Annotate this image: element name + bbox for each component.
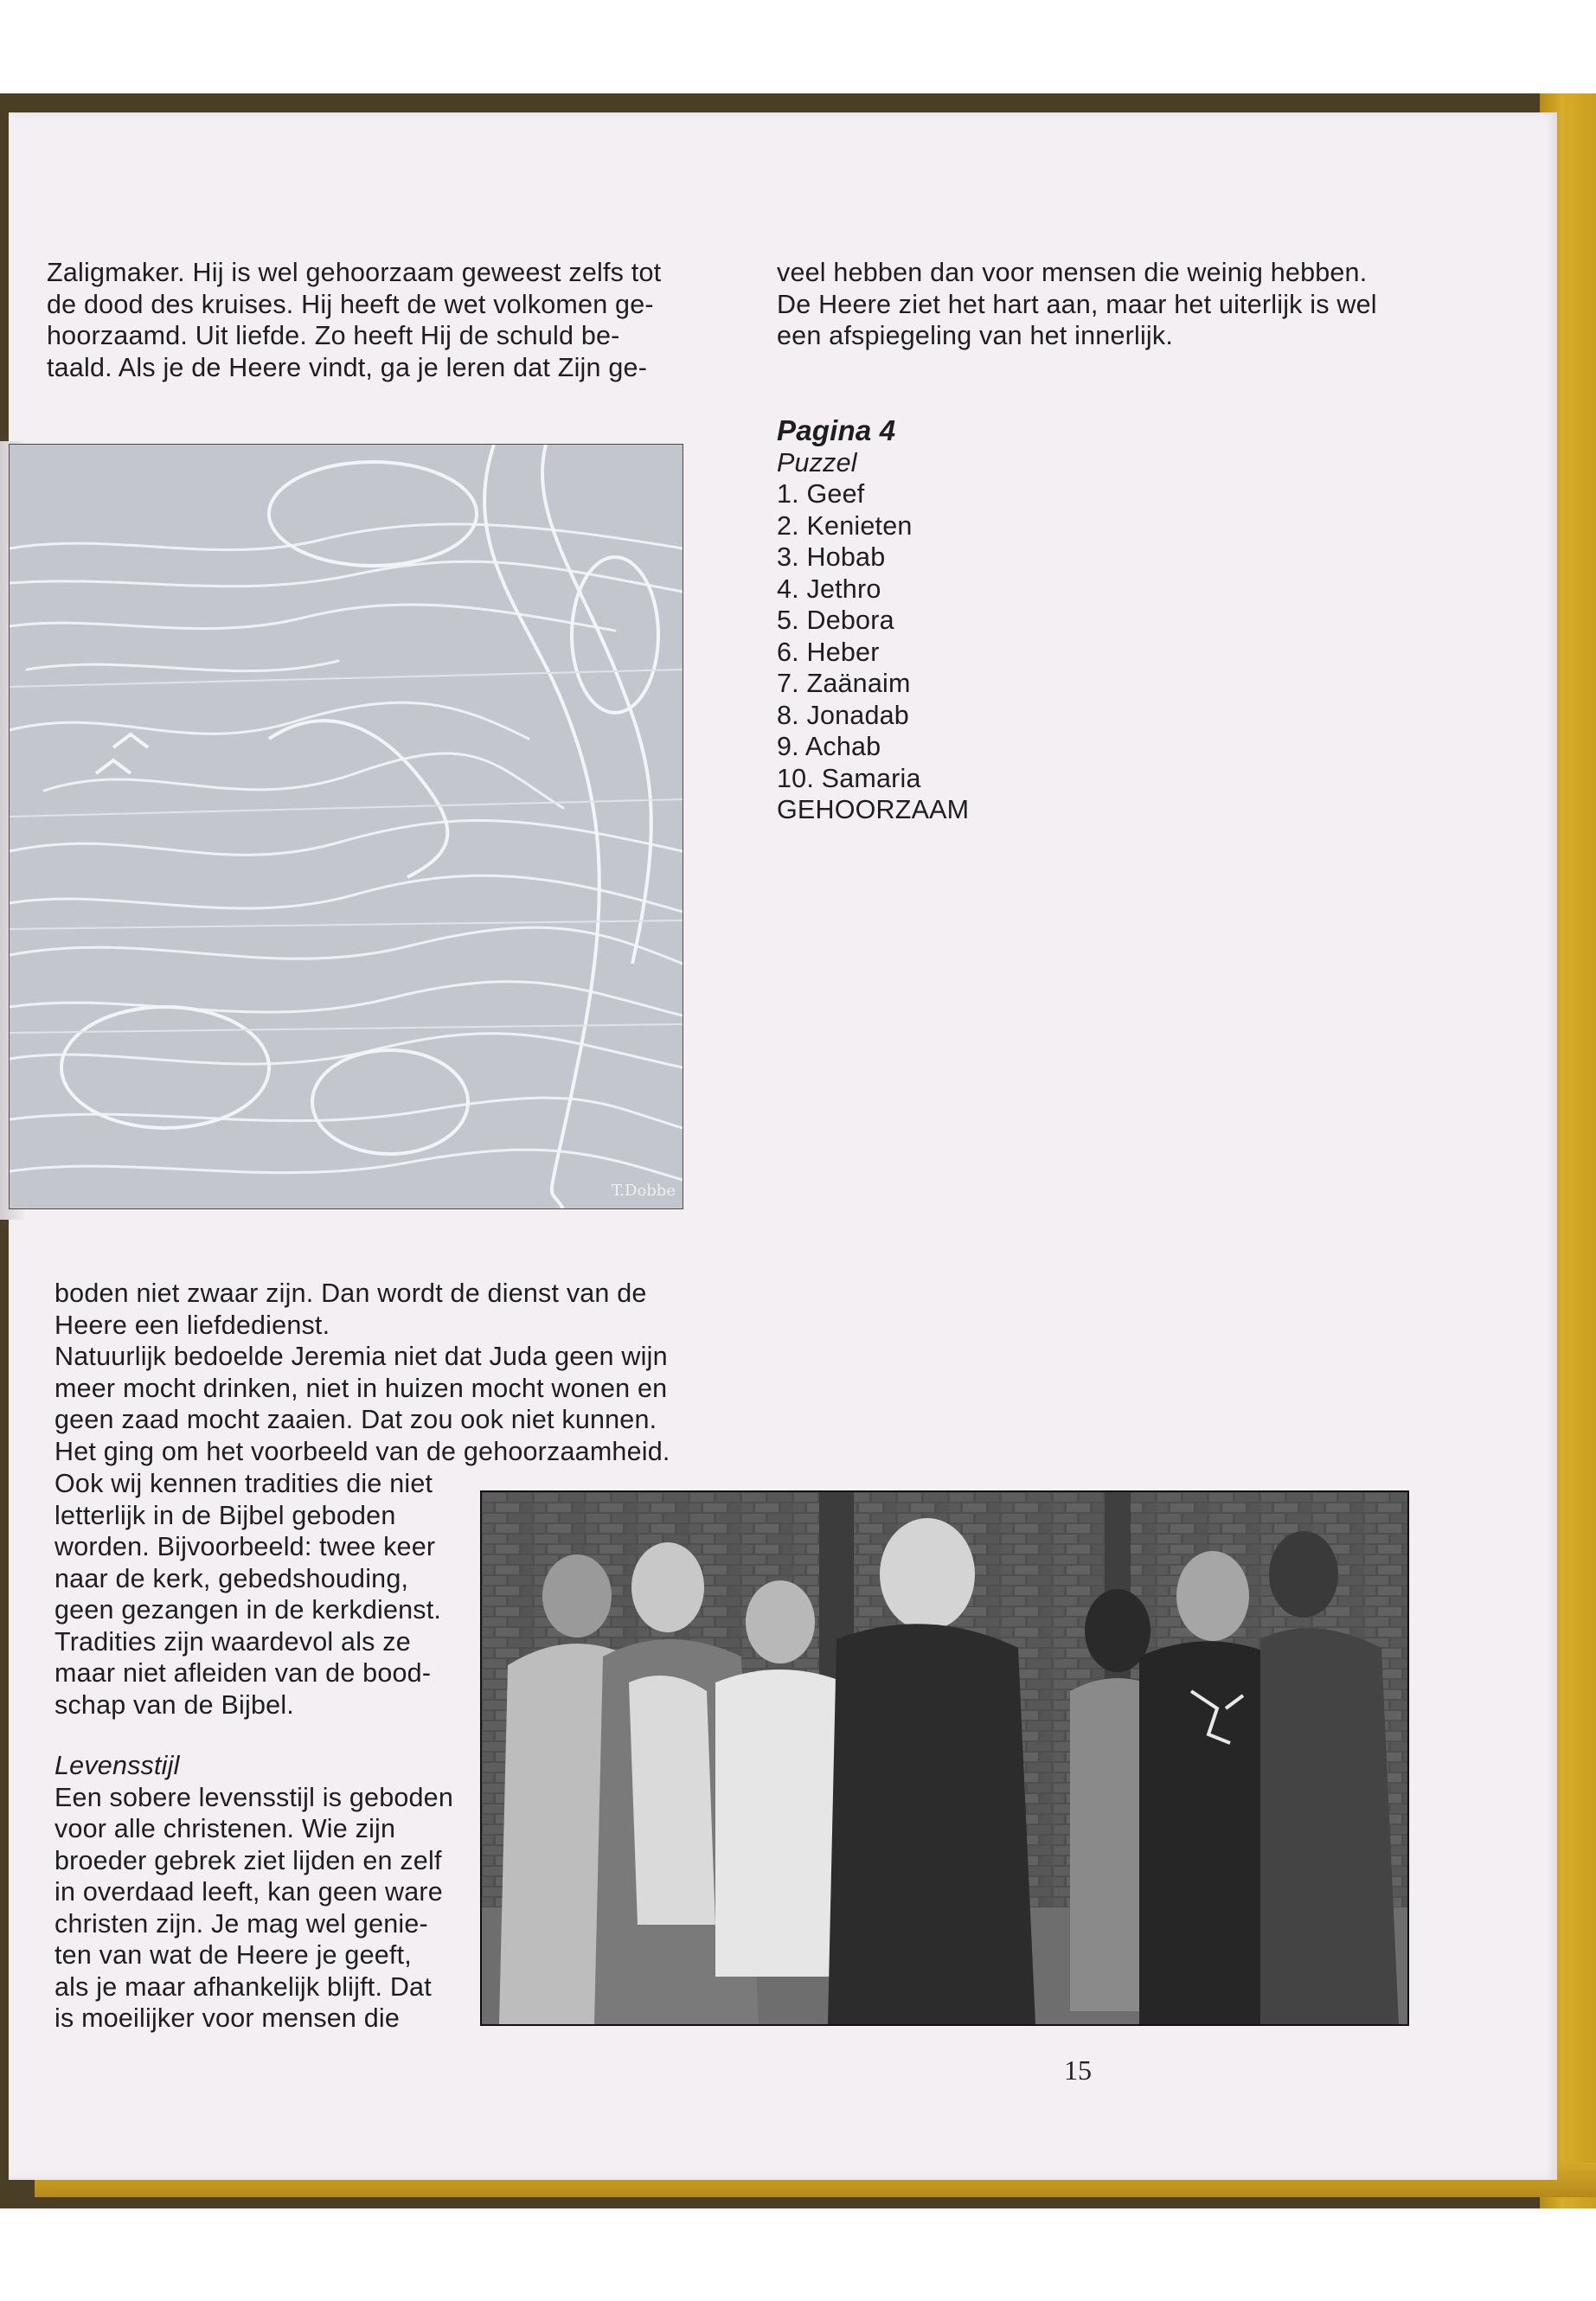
artist-signature: T.Dobbe <box>611 1182 676 1200</box>
text-line: boden niet zwaar zijn. Dan wordt de dienst van de <box>54 1279 647 1308</box>
text-line: letterlijk in de Bijbel geboden <box>54 1500 396 1530</box>
puzzle-answers <box>777 415 1209 826</box>
text-line: Natuurlijk bedoelde Jeremia niet dat Juda geen wijn <box>54 1342 668 1371</box>
puzzle-answer: 6. Heber <box>777 637 880 667</box>
text-line: Het ging om het voorbeeld van de gehoorzaamheid. <box>54 1436 670 1466</box>
puzzle-answer: 1. Geef <box>777 479 865 509</box>
paragraph-gap <box>54 1721 461 1750</box>
narrow-column-text <box>54 1468 461 2035</box>
text-line: ten van wat de Heere je geeft, <box>54 1940 412 1970</box>
top-right-paragraph <box>777 257 1434 352</box>
puzzle-answer: 2. Kenieten <box>777 510 913 541</box>
page-number: 15 <box>1064 2054 1092 2086</box>
text-line: Ook wij kennen tradities die niet <box>54 1469 433 1498</box>
middle-paragraph <box>54 1278 695 1467</box>
text-line: worden. Bijvoorbeeld: twee keer <box>54 1532 436 1561</box>
puzzle-answer: 10. Samaria <box>777 763 921 793</box>
puzzle-answer: 3. Hobab <box>777 542 886 572</box>
section-heading: Levensstijl <box>54 1751 180 1780</box>
landscape-illustration <box>9 444 683 1209</box>
puzzle-heading: Pagina 4 <box>777 414 896 446</box>
puzzle-answer: 9. Achab <box>777 732 881 761</box>
group-photograph <box>480 1490 1409 2026</box>
top-left-paragraph <box>47 257 687 383</box>
text-line: voor alle christenen. Wie zijn <box>54 1814 396 1843</box>
text-line: hoorzaamd. Uit liefde. Zo heeft Hij de schuld be- <box>47 321 620 350</box>
text-line: schap van de Bijbel. <box>54 1689 294 1720</box>
text-line: geen zaad mocht zaaien. Dat zou ook niet kunnen. <box>54 1405 657 1434</box>
text-line: een afspiegeling van het innerlijk. <box>777 321 1174 350</box>
puzzle-solution: GEHOORZAAM <box>777 795 970 824</box>
text-line: Heere een liefdedienst. <box>54 1310 330 1340</box>
text-line: als je maar afhankelijk blijft. Dat <box>54 1971 432 2002</box>
puzzle-subheading: Puzzel <box>777 447 857 478</box>
text-line: meer mocht drinken, niet in huizen mocht wonen en <box>54 1373 668 1403</box>
text-line: veel hebben dan voor mensen die weinig hebben. <box>777 258 1368 287</box>
text-line: maar niet afleiden van de bood- <box>54 1658 432 1688</box>
text-line: Een sobere levensstijl is geboden <box>54 1782 454 1812</box>
text-line: broeder gebrek ziet lijden en zelf <box>54 1845 442 1875</box>
text-line: naar de kerk, gebedshouding, <box>54 1563 409 1593</box>
text-line: is moeilijker voor mensen die <box>54 2003 401 2033</box>
text-line: de dood des kruises. Hij heeft de wet volkomen ge- <box>47 289 654 319</box>
illustration-drawing <box>10 445 683 1208</box>
puzzle-answer: 8. Jonadab <box>777 700 909 730</box>
text-line: Zaligmaker. Hij is wel gehoorzaam geweest zelfs tot <box>47 258 662 287</box>
puzzle-answer: 7. Zaänaim <box>777 669 911 698</box>
text-line: Tradities zijn waardevol als ze <box>54 1626 411 1657</box>
text-line: in overdaad leeft, kan geen ware <box>54 1877 443 1907</box>
text-line: geen gezangen in de kerkdienst. <box>54 1595 442 1625</box>
text-line: De Heere ziet het hart aan, maar het uiterlijk is wel <box>777 289 1377 319</box>
puzzle-answer: 5. Debora <box>777 606 894 635</box>
photo-scene <box>482 1492 1407 2024</box>
puzzle-answer: 4. Jethro <box>777 574 881 604</box>
text-line: christen zijn. Je mag wel genie- <box>54 1908 428 1939</box>
text-line: taald. Als je de Heere vindt, ga je leren dat Zijn ge- <box>47 352 648 382</box>
